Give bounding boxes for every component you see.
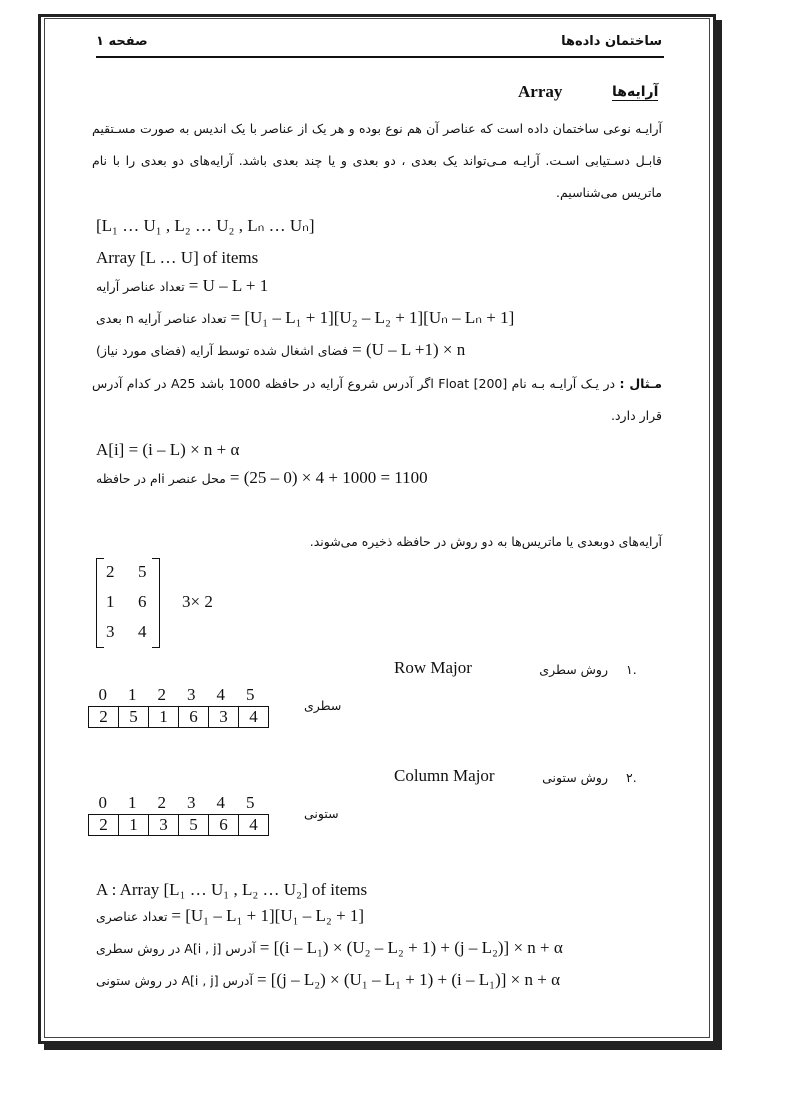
matrix-cell: 4 — [138, 622, 147, 641]
row-major-title-en: Row Major — [394, 658, 472, 677]
index-label: 2 — [157, 685, 166, 704]
ndim-label: تعداد عناصر آرایه n بعدی — [96, 311, 227, 326]
col-major-title-fa: روش ستونی — [542, 770, 608, 785]
array-cell: 5 — [119, 707, 149, 728]
row-major-label: سطری — [304, 698, 342, 713]
bounds-notation: [L₁ … U₁ , L₂ … U₂ , Lₙ … Uₙ] — [96, 216, 315, 235]
space-formula: = (U – L +1) × n — [352, 340, 466, 359]
example-text: در یـک آرایـه بـه نام [200] Float اگر آدرس شروع آرایه در حافظه 1000 باشد A25 در کدام آدرس قرار دارد. — [92, 376, 662, 423]
row-major-title-fa: روش سطری — [539, 662, 608, 677]
matrix-cell: 6 — [138, 592, 147, 611]
array-cell: 1 — [119, 815, 149, 836]
example-label: مـثال : — [619, 376, 662, 391]
row-major-indices — [88, 685, 265, 705]
matrix-bracket-right — [152, 558, 160, 648]
section-title-fa: آرایه‌ها — [612, 84, 659, 100]
count-formula: = U – L + 1 — [188, 276, 269, 295]
matrix-cell: 3 — [106, 622, 115, 641]
col-major-label: ستونی — [304, 806, 339, 821]
location-label: محل عنصر iام در حافظه — [96, 471, 226, 486]
row-major-array — [88, 706, 269, 728]
row-address-label: آدرس A[i , j] در روش سطری — [96, 941, 256, 956]
matrix-cell: 1 — [106, 592, 115, 611]
header-page-number: صفحه ۱ — [96, 34, 148, 49]
row-major-number: ۱. — [626, 662, 637, 677]
example-paragraph — [92, 368, 662, 432]
index-label: 1 — [128, 685, 137, 704]
two-d-declaration: A : Array [L₁ … U₁ , L₂ … U₂] of items — [96, 880, 368, 899]
elements-count-formula: = [U₁ – L₁ + 1][U₁ – L₂ + 1] — [171, 906, 365, 925]
array-cell: 4 — [239, 707, 269, 728]
col-major-title-en: Column Major — [394, 766, 495, 785]
array-cell: 6 — [179, 707, 209, 728]
ndim-formula: = [U₁ – L₁ + 1][U₂ – L₂ + 1][Uₙ – Lₙ + 1] — [230, 308, 515, 327]
address-formula: A[i] = (i – L) × n + α — [96, 440, 240, 459]
index-label: 5 — [246, 793, 255, 812]
twod-intro: آرایه‌های دوبعدی یا ماتریس‌ها به دو روش در حافظه ذخیره می‌شوند. — [309, 534, 662, 549]
array-cell: 4 — [239, 815, 269, 836]
matrix-cell: 5 — [138, 562, 147, 581]
ndim-formula-line — [96, 308, 514, 328]
header-chapter: ساختمان داده‌ها — [561, 34, 662, 49]
index-label: 0 — [98, 793, 107, 812]
row-address-line — [96, 938, 563, 958]
array-cell: 3 — [209, 707, 239, 728]
location-formula-line — [96, 468, 428, 488]
index-label: 3 — [187, 685, 196, 704]
index-label: 0 — [98, 685, 107, 704]
index-label: 3 — [187, 793, 196, 812]
elements-count-line — [96, 906, 364, 926]
section-title-en: Array — [518, 82, 563, 101]
array-cell: 3 — [149, 815, 179, 836]
index-label: 1 — [128, 793, 137, 812]
count-label: تعداد عناصر آرایه — [96, 279, 185, 294]
array-cell: 1 — [149, 707, 179, 728]
index-label: 4 — [216, 793, 225, 812]
count-formula-line — [96, 276, 268, 296]
array-declaration: Array [L … U] of items — [96, 248, 259, 267]
matrix-bracket-left — [96, 558, 104, 648]
col-address-formula: = [(j – L₂) × (U₁ – L₁ + 1) + (i – L₁)] × n + α — [256, 970, 560, 989]
page-shadow-right — [716, 20, 722, 1050]
row-address-formula: = [(i – L₁) × (U₂ – L₂ + 1) + (j – L₂)] × n + α — [259, 938, 563, 957]
matrix — [96, 558, 160, 648]
space-label: فضای اشغال شده توسط آرایه (فضای مورد نیاز) — [96, 343, 349, 358]
space-formula-line — [96, 340, 465, 360]
array-cell: 2 — [89, 815, 119, 836]
array-cell: 5 — [179, 815, 209, 836]
col-major-array — [88, 814, 269, 836]
array-cell: 2 — [89, 707, 119, 728]
col-address-line — [96, 970, 560, 990]
col-address-label: آدرس A[i , j] در روش ستونی — [96, 973, 253, 988]
col-major-number: ۲. — [626, 770, 637, 785]
page-shadow-bottom — [44, 1044, 722, 1050]
header-rule — [96, 56, 664, 58]
index-label: 5 — [246, 685, 255, 704]
elements-count-label: تعداد عناصری — [96, 909, 168, 924]
index-label: 2 — [157, 793, 166, 812]
col-major-indices — [88, 793, 265, 813]
matrix-cell: 2 — [106, 562, 115, 581]
index-label: 4 — [216, 685, 225, 704]
array-cell: 6 — [209, 815, 239, 836]
matrix-dimension: 3× 2 — [182, 592, 213, 611]
location-formula: = (25 – 0) × 4 + 1000 = 1100 — [229, 468, 428, 487]
intro-paragraph: آرایـه نوعی ساختمان داده است که عناصر آن هم نوع بوده و هر یک از عناصر با یک اندیس به صورت مسـتقیم قابـل دسـتیابی اسـت. آرایـه مـی‌تواند یک بعدی ، دو بعدی و یا چند بعدی باشد. آرایه‌های دو بعدی را با نام ماتریس می‌شناسیم. — [92, 121, 662, 200]
